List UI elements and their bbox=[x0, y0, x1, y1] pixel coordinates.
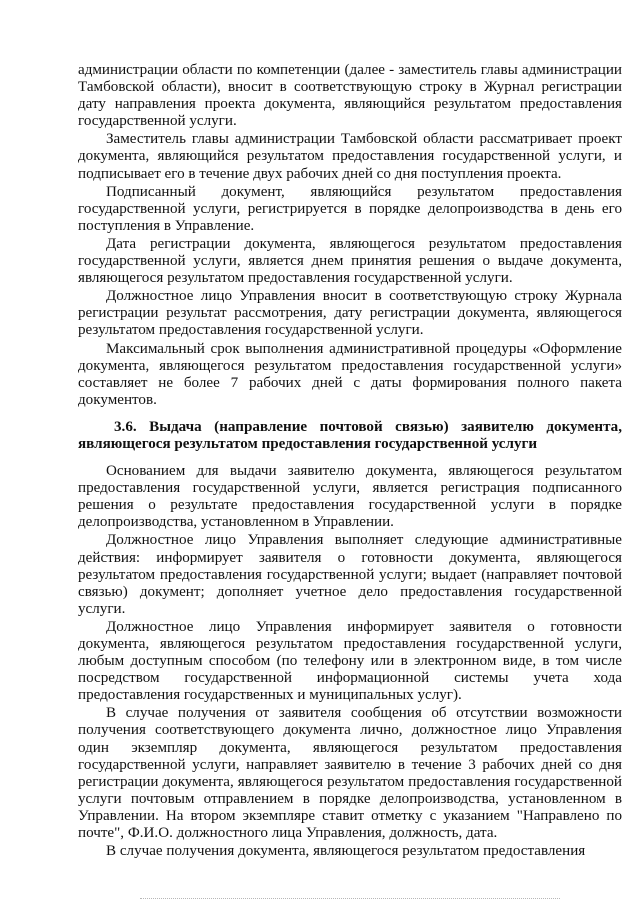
scan-artifact bbox=[140, 898, 560, 902]
paragraph-3: Подписанный документ, являющийся результатом предоставления государственной услуги, регистрируется в порядке делопроизводства в день его поступления в Управление. bbox=[78, 183, 622, 234]
paragraph-8: Должностное лицо Управления выполняет следующие административные действия: информирует заявителя о готовности документа, являющегося результатом предоставления государственной услуги; выдает (направляет почтовой связью) документ; дополняет учетное дело предоставления государственной услуги. bbox=[78, 532, 622, 617]
paragraph-10: В случае получения от заявителя сообщения об отсутствии возможности получения соответствующего документа лично, должностное лицо Управления один экземпляр документа, являющегося результатом предоставления государственной услуги, направляет заявителю в течение 3 рабочих дней со дня регистрации документа, являющегося результатом предоставления государственной услуги почтовым отправлением в порядке делопроизводства, установленном в Управлении. На втором экземпляре ставит отметку с указанием "Направлено по почте", Ф.И.О. должностного лица Управления, должность, дата. bbox=[78, 705, 622, 842]
paragraph-9: Должностное лицо Управления информирует заявителя о готовности документа, являющегося результатом предоставления государственной услуги, любым доступным способом (по телефону или в электронном виде, в том числе посредством государственной информационной системы учета хода предоставления государственных и муниципальных услуг). bbox=[78, 618, 622, 704]
paragraph-4: Дата регистрации документа, являющегося результатом предоставления государственной услуги, является днем принятия решения о выдаче документа, являющегося результатом предоставления государственной услуги. bbox=[78, 235, 622, 287]
paragraph-2: Заместитель главы администрации Тамбовской области рассматривает проект документа, являющийся результатом предоставления государственной услуги, и подписывает его в течение двух рабочих дней со дня поступления проекта. bbox=[78, 131, 622, 182]
document-page bbox=[78, 62, 622, 860]
section-heading: 3.6. Выдача (направление почтовой связью) заявителю документа, являющегося результатом предоставления государственной услуги bbox=[78, 418, 622, 452]
paragraph-5: Должностное лицо Управления вносит в соответствующую строку Журнала регистрации результат рассмотрения, дату регистрации документа, являющегося результатом предоставления государственной услуги. bbox=[78, 288, 622, 339]
paragraph-1: администрации области по компетенции (далее - заместитель главы администрации Тамбовской области), вносит в соответствующую строку в Журнал регистрации дату направления проекта документа, являющийся результатом предоставления государственной услуги. bbox=[78, 62, 622, 130]
paragraph-11: В случае получения документа, являющегося результатом предоставления bbox=[106, 843, 586, 860]
paragraph-7: Основанием для выдачи заявителю документа, являющегося результатом предоставления государственной услуги, является регистрация подписанного решения о результате предоставления государственной услуги в порядке делопроизводства, установленном в Управлении. bbox=[78, 463, 622, 531]
paragraph-6: Максимальный срок выполнения административной процедуры «Оформление документа, являющегося результатом предоставления государственной услуги» составляет не более 7 рабочих дней с даты формирования полного пакета документов. bbox=[78, 340, 622, 408]
